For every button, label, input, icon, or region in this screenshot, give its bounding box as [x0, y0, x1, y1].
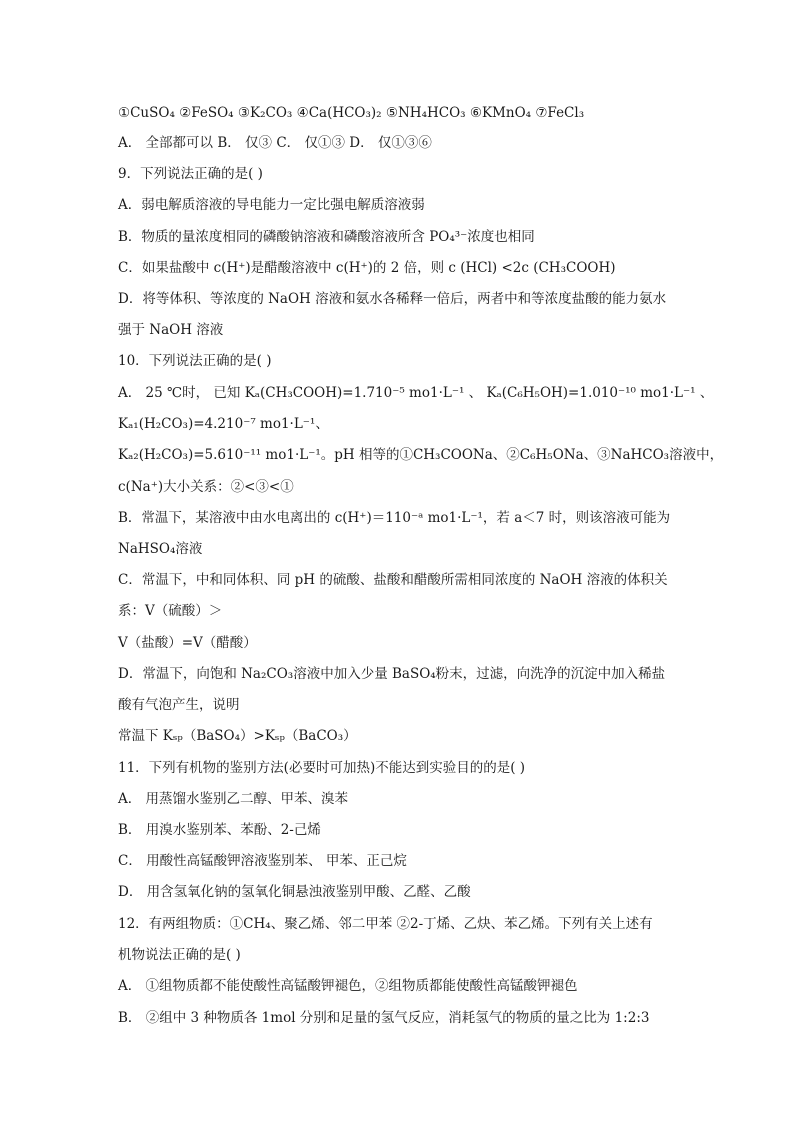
q10-option-a-cont1: Kₐ₁(H₂CO₃)=4.210⁻⁷ mo1·L⁻¹、 — [118, 416, 329, 432]
q12-option-b: B． ②组中 3 种物质各 1mol 分别和足量的氢气反应，消耗氢气的物质的量之比为 1:2:3 — [118, 1010, 650, 1026]
q10-stem: 10．下列说法正确的是( ) — [118, 353, 272, 369]
q10-option-b: B．常温下，某溶液中由水电离出的 c(H⁺)＝110⁻ᵃ mo1·L⁻¹，若 a＜7 时，则该溶液可能为 — [118, 510, 671, 526]
q11-option-c: C． 用酸性高锰酸钾溶液鉴别苯、 甲苯、正己烷 — [118, 853, 407, 869]
q12-stem: 12．有两组物质：①CH₄、聚乙烯、邻二甲苯 ②2-丁烯、乙炔、苯乙烯。下列有关上述有 — [118, 916, 653, 932]
q12-stem-cont: 机物说法正确的是( ) — [118, 947, 241, 963]
q9-option-c: C．如果盐酸中 c(H⁺)是醋酸溶液中 c(H⁺)的 2 倍，则 c (HCl) <2c (CH₃COOH) — [118, 260, 616, 276]
q10-option-d: D．常温下，向饱和 Na₂CO₃溶液中加入少量 BaSO₄粉末，过滤，向洗净的沉淀中加入稀盐 — [118, 666, 666, 682]
q10-option-d-cont2: 常温下 Kₛₚ（BaSO₄）>Kₛₚ（BaCO₃） — [118, 728, 357, 744]
q10-option-c: C．常温下，中和同体积、同 pH 的硫酸、盐酸和醋酸所需相同浓度的 NaOH 溶液的体积关 — [118, 572, 668, 588]
q11-option-b: B． 用溴水鉴别苯、苯酚、2-己烯 — [118, 822, 321, 838]
q9-option-a: A．弱电解质溶液的导电能力一定比强电解质溶液弱 — [118, 197, 425, 213]
q9-option-d-cont: 强于 NaOH 溶液 — [118, 322, 224, 338]
q10-option-a-cont2: Kₐ₂(H₂CO₃)=5.610⁻¹¹ mo1·L⁻¹。pH 相等的①CH₃COONa、②C₆H₅ONa、③NaHCO₃溶液中， — [118, 447, 724, 463]
q11-option-d: D． 用含氢氧化钠的氢氧化铜悬浊液鉴别甲酸、乙醛、乙酸 — [118, 884, 471, 900]
q10-option-a-cont3: c(Na⁺)大小关系：②<③<① — [118, 479, 294, 495]
q10-option-c-cont2: V（盐酸）=V（醋酸） — [118, 635, 257, 651]
reagent-list-line: ①CuSO₄ ②FeSO₄ ③K₂CO₃ ④Ca(HCO₃)₂ ⑤NH₄HCO₃ ⑥KMnO₄ ⑦FeCl₃ — [118, 105, 585, 121]
q9-stem: 9．下列说法正确的是( ) — [118, 166, 263, 182]
q9-option-d: D．将等体积、等浓度的 NaOH 溶液和氨水各稀释一倍后，两者中和等浓度盐酸的能力氨水 — [118, 291, 667, 307]
q10-option-b-cont: NaHSO₄溶液 — [118, 541, 203, 557]
q12-option-a: A． ①组物质都不能使酸性高锰酸钾褪色，②组物质都能使酸性高锰酸钾褪色 — [118, 978, 578, 994]
q8-options-line: A． 全部都可以 B． 仅③ C． 仅①③ D． 仅①③⑥ — [118, 135, 432, 151]
q10-option-d-cont1: 酸有气泡产生，说明 — [118, 697, 240, 713]
q11-stem: 11．下列有机物的鉴别方法(必要时可加热)不能达到实验目的的是( ) — [118, 760, 526, 776]
q9-option-b: B．物质的量浓度相同的磷酸钠溶液和磷酸溶液所含 PO₄³⁻浓度也相同 — [118, 229, 535, 245]
q10-option-a: A． 25 ℃时， 已知 Kₐ(CH₃COOH)=1.710⁻⁵ mo1·L⁻¹ 、 Kₐ(C₆H₅OH)=1.010⁻¹⁰ mo1·L⁻¹ 、 — [118, 385, 714, 401]
q10-option-c-cont1: 系：V（硫酸）＞ — [118, 603, 223, 619]
q11-option-a: A． 用蒸馏水鉴别乙二醇、甲苯、溴苯 — [118, 791, 349, 807]
